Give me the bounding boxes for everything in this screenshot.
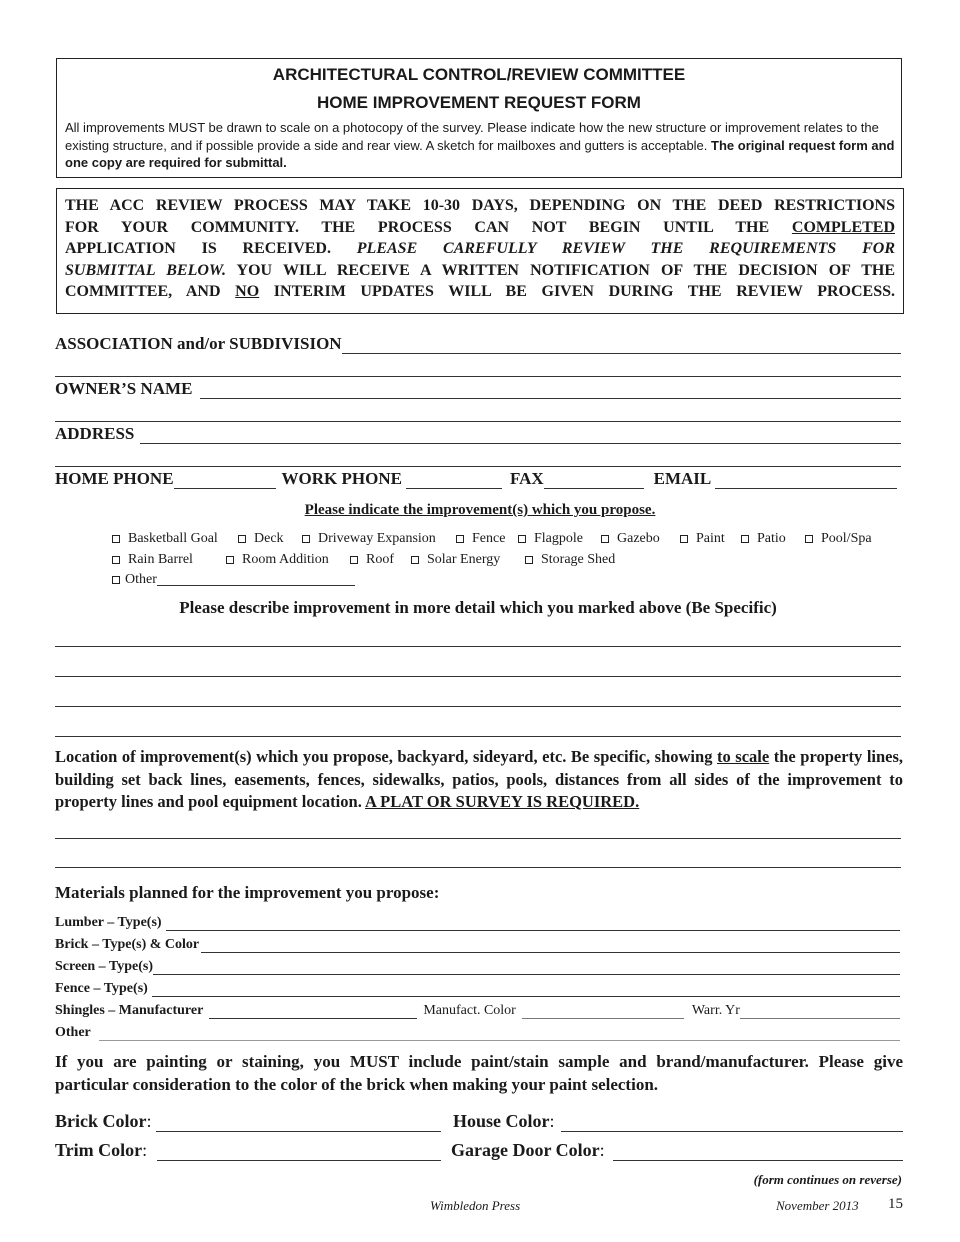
- notice-line-3: [65, 238, 895, 260]
- publisher-name: Wimbledon Press: [430, 1198, 521, 1213]
- house-color-row: [453, 1111, 903, 1132]
- checkbox-icon[interactable]: [350, 556, 358, 564]
- fax-label: FAX: [509, 469, 544, 488]
- checkbox-label: Rain Barrel: [128, 552, 193, 567]
- work-phone-field[interactable]: [406, 470, 502, 489]
- address-row: [55, 424, 901, 444]
- shingles-manufacturer-field[interactable]: [209, 1004, 417, 1019]
- checkbox-label: Pool/Spa: [821, 531, 872, 546]
- association-field[interactable]: [342, 335, 901, 354]
- notice-completed: COMPLETED: [791, 218, 896, 236]
- checkbox-deck[interactable]: [238, 531, 284, 547]
- location-line-1[interactable]: [55, 838, 901, 839]
- address-label: ADDRESS: [55, 424, 135, 443]
- intro-instructions: All improvements MUST be drawn to scale on a photocopy of the survey. Please indicate how the new structure or improvement relates to the existing structure, and if possible provide a side and rear view. A sketch for mailboxes and gutters is acceptable.: [65, 120, 879, 153]
- notice-l5c: INTERIM UPDATES WILL BE GIVEN DURING THE REVIEW PROCESS.: [273, 283, 896, 301]
- brick-field[interactable]: [201, 938, 900, 953]
- checkbox-icon[interactable]: [680, 535, 688, 543]
- work-phone-label: WORK PHONE: [281, 469, 402, 488]
- checkbox-paint[interactable]: [680, 531, 725, 547]
- checkbox-icon[interactable]: [741, 535, 749, 543]
- notice-no: NO: [235, 283, 260, 301]
- brick-color-label: Brick Color: [55, 1111, 147, 1131]
- owner-name-field[interactable]: [200, 380, 901, 399]
- lumber-label: Lumber – Type(s): [55, 915, 162, 930]
- association-row: [55, 334, 901, 354]
- notice-line-5: [65, 281, 895, 303]
- fence-label: Fence – Type(s): [55, 981, 148, 996]
- checkbox-label: Storage Shed: [541, 552, 616, 567]
- warr-yr-field[interactable]: [740, 1004, 900, 1019]
- shingles-row: [55, 1003, 900, 1019]
- checkbox-rain-barrel[interactable]: [112, 552, 193, 568]
- describe-line-3[interactable]: [55, 706, 901, 707]
- house-color-label: House Color: [453, 1111, 550, 1131]
- checkbox-basketball-goal[interactable]: [112, 531, 218, 547]
- other-material-row: [55, 1025, 900, 1041]
- notice-l4b: YOU WILL RECEIVE A WRITTEN NOTIFICATION OF THE DECISION OF THE: [236, 261, 895, 279]
- address-field-line2[interactable]: [55, 466, 901, 467]
- checkbox-label: Room Addition: [242, 552, 329, 567]
- checkbox-icon[interactable]: [411, 556, 419, 564]
- checkbox-icon[interactable]: [238, 535, 246, 543]
- describe-line-1[interactable]: [55, 646, 901, 647]
- checkbox-label: Paint: [696, 531, 725, 546]
- checkbox-icon[interactable]: [226, 556, 234, 564]
- checkbox-label: Solar Energy: [427, 552, 501, 567]
- checkbox-icon[interactable]: [302, 535, 310, 543]
- checkbox-storage-shed[interactable]: [525, 552, 615, 568]
- checkbox-icon[interactable]: [518, 535, 526, 543]
- checkbox-label: Gazebo: [617, 531, 660, 546]
- checkbox-other[interactable]: [112, 572, 355, 588]
- notice-l2a: FOR YOUR COMMUNITY. THE PROCESS CAN NOT BEGIN UNTIL THE: [65, 218, 770, 236]
- location-text-1: Location of improvement(s) which you propose, backyard, sideyard, etc. Be specific, showing: [55, 747, 713, 766]
- shingles-label: Shingles – Manufacturer: [55, 1003, 204, 1018]
- checkbox-label: Other: [125, 572, 157, 587]
- checkbox-patio[interactable]: [741, 531, 786, 547]
- notice-line-4: [65, 260, 895, 282]
- checkbox-label: Patio: [757, 531, 786, 546]
- colon: :: [146, 1111, 152, 1131]
- lumber-row: [55, 915, 900, 931]
- checkbox-flagpole[interactable]: [518, 531, 583, 547]
- intro-submittal-note: The original request form and one copy are required for submittal.: [65, 137, 895, 170]
- notice-submittal-below: SUBMITTAL BELOW.: [65, 261, 226, 279]
- checkbox-icon[interactable]: [805, 535, 813, 543]
- garage-door-color-field[interactable]: [613, 1142, 903, 1161]
- checkbox-solar-energy[interactable]: [411, 552, 500, 568]
- describe-line-2[interactable]: [55, 676, 901, 677]
- garage-door-color-label: Garage Door Color: [451, 1140, 600, 1160]
- colon: :: [142, 1140, 148, 1160]
- association-field-line2[interactable]: [55, 376, 901, 377]
- checkbox-icon[interactable]: [112, 576, 120, 584]
- home-phone-label: HOME PHONE: [55, 469, 174, 488]
- owner-label: OWNER’S NAME: [55, 379, 193, 398]
- checkbox-icon[interactable]: [525, 556, 533, 564]
- colon: :: [549, 1111, 555, 1131]
- paint-note: If you are painting or staining, you MUST include paint/stain sample and brand/manufacturer. Please give particular consideration to the color of the brick when making your paint selection.: [55, 1052, 903, 1094]
- garage-door-color-row: [451, 1140, 903, 1161]
- trim-color-label: Trim Color: [55, 1140, 143, 1160]
- screen-row: [55, 959, 900, 975]
- address-field[interactable]: [140, 425, 901, 444]
- plat-survey-required: A PLAT OR SURVEY IS REQUIRED.: [365, 792, 640, 811]
- association-label: ASSOCIATION and/or SUBDIVISION: [55, 334, 342, 353]
- checkbox-label: Deck: [254, 531, 284, 546]
- fax-field[interactable]: [544, 470, 644, 489]
- materials-heading: Materials planned for the improvement you propose:: [55, 883, 440, 902]
- checkbox-room-addition[interactable]: [226, 552, 329, 568]
- manufact-color-label: Manufact. Color: [423, 1003, 516, 1018]
- improvement-prompt: [0, 502, 960, 519]
- checkbox-pool-spa[interactable]: [805, 531, 872, 547]
- checkbox-icon[interactable]: [456, 535, 464, 543]
- describe-line-4[interactable]: [55, 736, 901, 737]
- form-continues-note: (form continues on reverse): [753, 1172, 902, 1187]
- checkbox-label: Roof: [366, 552, 394, 567]
- owner-row: [55, 379, 901, 399]
- email-label: EMAIL: [653, 469, 712, 488]
- checkbox-icon[interactable]: [112, 535, 120, 543]
- warr-yr-label: Warr. Yr: [691, 1003, 740, 1018]
- brick-color-row: [55, 1111, 441, 1132]
- email-field[interactable]: [715, 470, 897, 489]
- contact-row: [55, 469, 897, 489]
- screen-label: Screen – Type(s): [55, 959, 153, 974]
- owner-field-line2[interactable]: [55, 421, 901, 422]
- trim-color-field[interactable]: [157, 1142, 441, 1161]
- review-process-notice: [56, 188, 904, 314]
- location-instructions: [55, 746, 903, 814]
- fence-field[interactable]: [152, 982, 900, 997]
- checkbox-driveway-expansion[interactable]: [302, 531, 436, 547]
- notice-line-1: THE ACC REVIEW PROCESS MAY TAKE 10-30 DAYS, DEPENDING ON THE DEED RESTRICTIONS: [65, 197, 895, 214]
- checkbox-label: Fence: [472, 531, 506, 546]
- notice-l5a: COMMITTEE, AND: [65, 283, 221, 301]
- brick-color-field[interactable]: [156, 1113, 441, 1132]
- describe-prompt: Please describe improvement in more detail which you marked above (Be Specific): [179, 598, 777, 617]
- other-material-field[interactable]: [99, 1026, 900, 1041]
- home-phone-field[interactable]: [174, 470, 276, 489]
- brick-label: Brick – Type(s) & Color: [55, 937, 200, 952]
- location-text-2: the property lines, building set back lines, easements, fences, sidewalks, patios, pools, distances from all sides of the improvement to property lines and pool equipment location.: [55, 747, 904, 811]
- location-to-scale: to scale: [717, 747, 770, 766]
- location-line-2[interactable]: [55, 867, 901, 868]
- form-header-box: [56, 58, 902, 178]
- publication-date: November 2013: [776, 1198, 859, 1213]
- committee-title: ARCHITECTURAL CONTROL/REVIEW COMMITTEE: [272, 65, 686, 84]
- checkbox-icon[interactable]: [601, 535, 609, 543]
- page-number: 15: [888, 1196, 903, 1212]
- manufact-color-field[interactable]: [522, 1004, 684, 1019]
- house-color-field[interactable]: [561, 1113, 903, 1132]
- notice-line-2: [65, 217, 895, 239]
- fence-row: [55, 981, 900, 997]
- checkbox-roof[interactable]: [350, 552, 394, 568]
- other-improvement-field[interactable]: [157, 575, 355, 586]
- screen-field[interactable]: [153, 960, 900, 975]
- notice-l3a: APPLICATION IS RECEIVED.: [65, 240, 331, 258]
- checkbox-fence[interactable]: [456, 531, 505, 547]
- checkbox-label: Driveway Expansion: [318, 531, 436, 546]
- notice-review-requirements: PLEASE CAREFULLY REVIEW THE REQUIREMENTS FOR: [356, 240, 896, 258]
- form-title: HOME IMPROVEMENT REQUEST FORM: [317, 93, 641, 112]
- checkbox-gazebo[interactable]: [601, 531, 660, 547]
- colon: :: [599, 1140, 605, 1160]
- checkbox-icon[interactable]: [112, 556, 120, 564]
- other-material-label: Other: [55, 1025, 91, 1040]
- improvement-prompt-text: Please indicate the improvement(s) which you propose.: [304, 502, 656, 518]
- lumber-field[interactable]: [166, 916, 900, 931]
- intro-text: [65, 119, 895, 172]
- brick-row: [55, 937, 900, 953]
- checkbox-label: Flagpole: [534, 531, 583, 546]
- checkbox-label: Basketball Goal: [128, 531, 218, 546]
- trim-color-row: [55, 1140, 441, 1161]
